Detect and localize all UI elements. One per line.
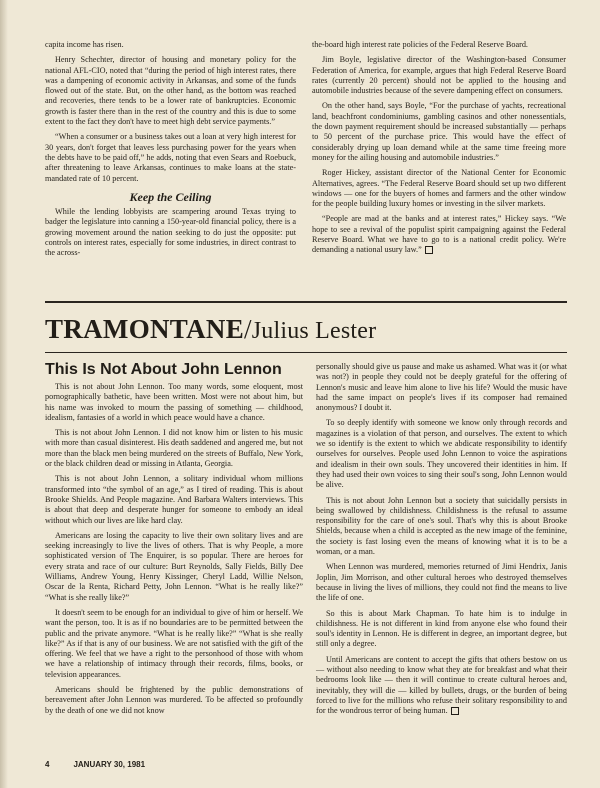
paragraph (312, 214, 566, 255)
end-mark-icon (451, 707, 459, 715)
paragraph: On the other hand, says Boyle, “For the purchase of yachts, recreational land, beachfront condominiums, gambling casinos and other nonessentials, the down payment requirement should be increased substantially — perhaps to 50 percent of the purchase price. This would have the effect of considerably drying up loan demand while at the same time freeing more money for the ailing housing and automobile industries.” (312, 101, 566, 162)
article-right-column (316, 362, 567, 722)
paragraph: This is not about John Lennon, a solitary individual whom millions transformed into “the symbol of an age,” as I tired of reading. This is about Brooke Shields. And People magazine. And Barbara Walters interviews. This is about that deep and desperate hunger for someone to embody an ideal without which our lives are like hard clay. (45, 474, 303, 525)
paragraph: Jim Boyle, legislative director of the Washington-based Consumer Federation of America, for example, argues that high Federal Reserve Board rates (currently 20 percent) should not be applied to the housing and automobile industries because of the severe dampening effect on consumers. (312, 55, 566, 96)
issue-date: JANUARY 30, 1981 (73, 760, 146, 769)
paragraph: While the lending lobbyists are scampering around Texas trying to badger the legislature into canning a 150-year-old financial policy, there is a growing movement around the nation seeking to do just the opposite: put controls on interest rates, especially for some industries, in direct contrast to the across- (45, 207, 296, 258)
section-subhead: Keep the Ceiling (129, 189, 212, 204)
paragraph: Americans are losing the capacity to live their own solitary lives and are seeking increasingly to live the lives of others. That is why People, a more sophisticated version of The Enquirer, is so popular. There are heroes for every strata and race of our culture: Burt Reynolds, Sally Fields, Billy Dee Williams, Andrew Young, Henry Kissinger, Cheryl Ladd, Willie Nelson, Oscar de la Renta, Richard Petty, John Lennon. “What is he really like?” “What is she really like?” (45, 530, 303, 602)
paragraph: Roger Hickey, assistant director of the National Center for Economic Alternatives, agrees. “The Federal Reserve Board should set up two different windows — one for the buyers of homes and farmers and the other window for the people building luxury homes or investing in the silver markets. (312, 168, 566, 209)
paragraph-text: Until Americans are content to accept the gifts that others bestow on us — without also needing to know what they ate for breakfast and what their bedrooms look like — then it will continue to create cultural heroes and, inevitably, they will die — killed by bullets, drugs, or the burden of being forced to live for the millions who refuse their solitary responsibility to and for the wondrous terror of being human. (316, 654, 567, 716)
paragraph: It doesn't seem to be enough for an individual to give of him or herself. We want the person, too. It is as if no boundaries are to be permitted between the public and the private anymore. “What is he really like?” “What is she really like?” As if that is any of our business. We are not satisfied with the gift of the offering. We feel that we have a right to the personhood of those with whom we have a relationship of intimacy through their records, films, books, or television appearances. (45, 607, 303, 679)
top-article-left-column (45, 40, 296, 264)
paragraph: This is not about John Lennon but a society that suicidally persists in being swallowed by childishness. Childishness is the refusal to assume responsibility for the care of one's soul. That's why this is about Brooke Shields, because when a child is accepted as the new image of the feminine, the society is fast losing even the means of knowing what it is to be a woman, or a man. (316, 495, 567, 557)
paragraph: This is not about John Lennon. I did not know him or listen to his music with more than casual disinterest. His death saddened and angered me, but not more than the black men being murdered on the streets of Buffalo, New York, or the black children dead or missing in Atlanta, Georgia. (45, 428, 303, 469)
paragraph: When Lennon was murdered, memories returned of Jimi Hendrix, Janis Joplin, Jim Morrison, and other cultural heroes who destroyed themselves because in living the lives of millions, they could not find the means to live the life of one. (316, 562, 567, 603)
page-number: 4 (45, 760, 50, 769)
end-mark-icon (425, 246, 433, 254)
binding-shadow (0, 0, 8, 788)
article-left-column (45, 382, 303, 721)
paragraph: This is not about John Lennon. Too many words, some eloquent, most pornographically bathetic, have been written. Most were not about him, but his name was invoked to mourn the passing of something — childhood, idealism, fantasies of a world in which peace would have a chance. (45, 382, 303, 422)
column-author: Julius Lester (251, 318, 377, 344)
column-brand: TRAMONTANE (45, 314, 245, 344)
paragraph: To so deeply identify with someone we know only through records and magazines is a violation of that person, and ourselves. The extent to which we so identify is the extent to which we abdicate responsibility to identify ourselves for ourselves. People used John Lennon to voice the aspirations and idealism in their own souls. They uncovered their identities in him. If they had used their own voices to sing their soul's song, John Lennon would be alive. (316, 418, 567, 490)
column-title (45, 314, 376, 346)
paragraph: personally should give us pause and make us ashamed. What was it (or what was not?) in people they could not be deeply grateful for the offering of Lennon's music and leave him alone to live his life? Would the music have had the same impact on people's lives if its composer had remained anonymous? I doubt it. (316, 362, 567, 413)
paragraph: the-board high interest rate policies of the Federal Reserve Board. (312, 40, 528, 49)
paragraph (316, 655, 567, 717)
paragraph: Henry Schechter, director of housing and monetary policy for the national AFL-CIO, noted that “during the period of high interest rates, there was a dampening of economic activity in Arkansas, and some of the funds flowed out of the state. But, on the other hand, as the bottom was reached and recoveries, there tends to be a lower rate of bankruptcies. Economic growth is faster there than in the rest of the country and this is due to some extent to the fact they don't have to meet high debt service payments.” (45, 55, 296, 127)
paragraph: Americans should be frightened by the public demonstrations of bereavement after John Lennon was murdered. To be affected so profoundly by the death of one we did not know (45, 685, 303, 715)
paragraph: So this is about Mark Chapman. To hate him is to indulge in childishness. He is not different in kind from anyone else who found their soul's identity in Lennon. He is different in degree, an important degree, but still only a degree. (316, 608, 567, 649)
top-article-right-column (312, 40, 566, 261)
paragraph: “When a consumer or a business takes out a loan at very high interest for 30 years, don't forget that leaves less purchasing power for the years when the debts have to be paid off,” he adds, noting that even Sears and Roebuck, after threatening to leave Arkansas, continues to make loans at the state-mandated rate of 10 percent. (45, 132, 296, 183)
column-separator: / (244, 314, 252, 344)
article-headline: This Is Not About John Lennon (45, 361, 282, 378)
paragraph: capita income has risen. (45, 40, 124, 49)
paragraph-text: “People are mad at the banks and at interest rates,” Hickey says. “We hope to see a revival of the populist spirit campaigning against the Federal Reserve Board. What we have to go to is a national credit policy. We're demanding a national usury law.” (312, 214, 566, 255)
page-footer (45, 760, 145, 769)
section-divider (45, 301, 567, 303)
column-title-rule (45, 352, 567, 353)
